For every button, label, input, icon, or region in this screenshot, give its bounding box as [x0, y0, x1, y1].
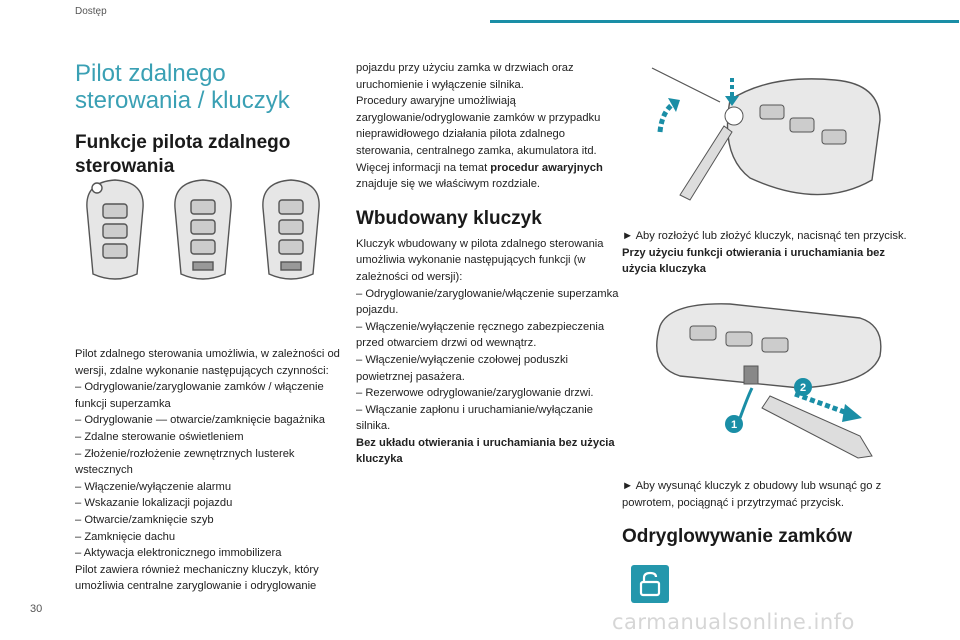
remote-function-item: – Odryglowanie/zaryglowanie zamków / włączenie funkcji superzamka	[75, 381, 324, 410]
remote-function-item: – Zdalne sterowanie oświetleniem	[75, 430, 244, 443]
remote-keys-illustration	[75, 178, 345, 288]
key-extraction-illustration	[640, 296, 890, 471]
integrated-key-intro: Kluczyk wbudowany w pilota zdalnego sterowania umożliwia wykonanie następujących funkcji (w zależności od wersji):	[356, 237, 604, 283]
remote-function-item: – Otwarcie/zamknięcie szyb	[75, 513, 214, 526]
column-middle	[356, 60, 620, 468]
header-section-label: Dostęp	[75, 6, 107, 17]
column-right-lower	[622, 478, 922, 549]
keyless-note-bold: Bez układu otwierania i uruchamiania bez użycia kluczyka	[356, 436, 615, 466]
integrated-key-item: – Włączanie zapłonu i uruchamianie/wyłączanie silnika.	[356, 403, 593, 433]
callout-number-1: 1	[730, 419, 738, 431]
key-usage-text: pojazdu przy użyciu zamka w drzwiach oraz uruchomienie i wyłączenie silnika.	[356, 62, 574, 91]
folding-key-illustration	[640, 60, 890, 210]
section-heading-integrated-key: Wbudowany kluczyk	[356, 207, 542, 229]
watermark: carmanualsonline.info	[612, 610, 855, 634]
remote-intro-text: Pilot zdalnego sterowania umożliwia, w zależności od wersji, zdalne wykonanie następujących czynności:	[75, 348, 340, 377]
remote-function-item: – Aktywacja elektronicznego immobilizera	[75, 547, 282, 560]
remote-function-item: – Wskazanie lokalizacji pojazdu	[75, 497, 233, 510]
key-fob-2	[175, 180, 231, 279]
integrated-key-item: – Odryglowanie/zaryglowanie/włączenie superzamka pojazdu.	[356, 287, 619, 317]
remote-outro-text: Pilot zawiera również mechaniczny kluczyk, który umożliwia centralne zaryglowanie i odryglowanie	[75, 563, 319, 593]
integrated-key-item: – Rezerwowe odryglowanie/zaryglowanie drzwi.	[356, 387, 594, 400]
integrated-key-item: – Włączenie/wyłączenie ręcznego zabezpieczenia przed otwarciem drzwi od wewnątrz.	[356, 320, 605, 350]
keyless-system-note-bold: Przy użyciu funkcji otwierania i uruchamiania bez użycia kluczyka	[622, 246, 885, 276]
column-right	[622, 228, 922, 278]
remote-function-item: – Złożenie/rozłożenie zewnętrznych lusterek wstecznych	[75, 447, 295, 477]
fold-key-instruction: ► Aby rozłożyć lub złożyć kluczyk, nacisnąć ten przycisk.	[622, 230, 907, 242]
section-heading-remote-functions: Funkcje pilota zdalnego sterowania	[75, 132, 291, 177]
callout-number-2: 2	[799, 382, 807, 394]
remote-function-item: – Odryglowanie — otwarcie/zamknięcie bagażnika	[75, 414, 325, 427]
unlock-icon	[631, 565, 669, 603]
remote-function-item: – Włączenie/wyłączenie alarmu	[75, 480, 232, 493]
extract-key-instruction: ► Aby wysunąć kluczyk z obudowy lub wsunąć go z powrotem, pociągnąć i przytrzymać przycisk.	[622, 480, 882, 509]
integrated-key-item: – Włączenie/wyłączenie czołowej poduszki powietrznej pasażera.	[356, 353, 569, 383]
page-title: Pilot zdalnego sterowania / kluczyk	[75, 60, 290, 114]
emergency-procedures-bold: procedur awaryjnych	[490, 161, 603, 174]
section-heading-unlocking: Odryglowywanie zamków	[622, 526, 853, 548]
key-fob-1	[87, 180, 143, 279]
key-fob-3	[263, 180, 319, 279]
column-left	[75, 60, 345, 595]
emergency-procedures-text: Procedury awaryjne umożliwiają zaryglowanie/odryglowanie zamków w przypadku nieprawidłowego działania pilota zdalnego sterowania, centralnego zamka, akumulatora itd. Więcej informacji na temat procedur awaryjnych znajduje się we właściwym rozdziale.	[356, 95, 603, 191]
page-number: 30	[30, 603, 43, 615]
remote-function-item: – Zamknięcie dachu	[75, 530, 176, 543]
header-accent-rule	[490, 20, 959, 23]
